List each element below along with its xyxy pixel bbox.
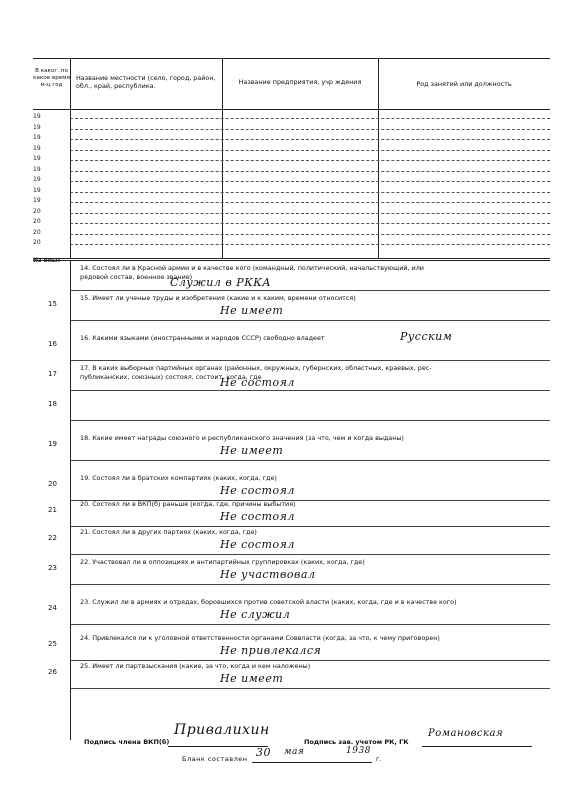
question-answer: Не участвовал — [220, 568, 316, 581]
question-number: 15. — [80, 294, 91, 302]
question-text: Имеет ли ученые труды и изобретения (какие и к каким, времени относится) — [92, 294, 356, 302]
year-row-label: 19 — [33, 134, 41, 141]
table-row-line — [70, 150, 550, 151]
year-row-label: 19 — [33, 176, 41, 183]
question-number: 24. — [80, 634, 91, 642]
year-row-label: 19 — [33, 165, 41, 173]
answer-line — [70, 584, 550, 585]
compiled-year: 1938 — [346, 746, 371, 756]
answer-line — [70, 290, 550, 291]
year-row-label: 20 — [33, 207, 41, 215]
question-number: 20. — [80, 500, 91, 508]
table-row-line — [70, 160, 550, 161]
question-text: Состоял ли в Красной армии и в качестве кого (командный, политический, начальствующий, или — [92, 264, 424, 272]
question-text: Какие имеет награды союзного и республиканского значения (за что, чем и когда выданы) — [92, 434, 404, 442]
question-text: Служил ли в армиях и отрядах, боровшихся против советской власти (каких, когда, где и в качестве кого) — [92, 598, 457, 606]
question-text: Состоял ли в других партиях (каких, когда, где) — [92, 528, 257, 536]
question-text: В каких выборных партийных органах (районных, окружных, губернских, областных, краевых, рес- — [92, 364, 432, 372]
year-row-label: 20 — [33, 228, 41, 236]
question-row-number: 25 — [48, 640, 57, 648]
question-text-continued: рядовой состав, военное звание) — [80, 273, 193, 281]
answer-line — [70, 554, 550, 555]
header-enterprise: Название предприятия, учр ждения — [238, 78, 362, 86]
question-text: Какими языками (иностранными и народов СССР) свободно владеет — [92, 334, 325, 342]
table-row-line — [70, 192, 550, 193]
question-row-number: 15 — [48, 300, 57, 308]
question-answer: Не состоял — [220, 538, 295, 551]
year-row-label: 19 — [33, 197, 41, 204]
table-row-line — [70, 181, 550, 182]
year-row-label: 19 — [33, 144, 41, 152]
question-row-number: 26 — [48, 668, 57, 676]
answer-line — [70, 688, 550, 689]
compiled-date-line — [252, 762, 372, 763]
header-location: Название местности (село, город, район, обл., край, республика. — [76, 74, 216, 90]
question-row-number: 24 — [48, 604, 57, 612]
answer-line — [70, 660, 550, 661]
question-row-number: 16 — [48, 340, 57, 348]
member-signature: Привалихин — [174, 722, 270, 738]
question-text-continued: публиканских, союзных) состоял, состоит, когда, где — [80, 373, 262, 381]
question-number: 21. — [80, 528, 91, 536]
answer-line — [70, 320, 550, 321]
question-text: Состоял ли в ВКП(б) раньше (когда, где, причины выбытия) — [92, 500, 296, 508]
question-answer: Не служил — [220, 608, 291, 621]
member-signature-label: Подпись члена ВКП(б) — [84, 738, 170, 746]
table-row-line — [70, 213, 550, 214]
question-answer: Не состоял — [220, 484, 295, 497]
table-row-line — [70, 234, 550, 235]
question-text: Привлекался ли к уголовной ответственности органами Соввласти (когда, за что, к чему приговорен) — [92, 634, 440, 642]
question-text: Состоял ли в братских компартиях (каких, когда, где) — [92, 474, 277, 482]
question-row-number: 21 — [48, 506, 57, 514]
compiled-day: 30 — [256, 746, 271, 759]
year-row-label: 19 — [33, 186, 41, 194]
answer-line — [70, 390, 550, 391]
question-answer: Не состоял — [220, 510, 295, 523]
table-row-line — [70, 118, 550, 119]
answer-line — [70, 360, 550, 361]
table-top-border — [33, 58, 550, 59]
table-row-line — [70, 171, 550, 172]
answer-line — [70, 420, 550, 421]
section-top-border — [33, 260, 550, 261]
answer-line — [70, 624, 550, 625]
question-row-number: 18 — [48, 400, 57, 408]
question-row-number: 22 — [48, 534, 57, 542]
year-row-label: 19 — [33, 123, 41, 131]
table-header-bottom-border — [33, 109, 550, 110]
question-number: 18. — [80, 434, 91, 442]
question-row-number: 23 — [48, 564, 57, 572]
table-row-line — [70, 139, 550, 140]
year-row-label: 19 — [33, 155, 41, 162]
table-row-line — [70, 202, 550, 203]
question-number: 14. — [80, 264, 91, 272]
table-bottom-border — [33, 258, 550, 259]
question-answer: Русским — [400, 330, 453, 343]
table-row-line — [70, 223, 550, 224]
question-answer: Не имеет — [220, 444, 284, 457]
compiled-month: мая — [284, 747, 305, 757]
question-row-number: 19 — [48, 440, 57, 448]
header-year: В каког. по какое время м-ц год — [33, 68, 70, 88]
secretary-signature: Романовская — [428, 728, 504, 739]
question-answer: Не имеет — [220, 304, 284, 317]
year-row-label: 20 — [33, 218, 41, 225]
section-label: Из опыт — [33, 257, 61, 264]
table-col-divider-1 — [70, 58, 71, 258]
question-answer: Не имеет — [220, 672, 284, 685]
table-col-divider-2 — [222, 58, 223, 258]
table-row-line — [70, 129, 550, 130]
table-col-divider-3 — [378, 58, 379, 258]
question-number: 17. — [80, 364, 91, 372]
secretary-signature-label: Подпись зав. учетом РК, ГК — [304, 738, 409, 746]
question-text: Участвовал ли в оппозициях и антипартийных группировках (каких, когда, где) — [92, 558, 365, 566]
question-number: 23. — [80, 598, 91, 606]
year-row-label: 19 — [33, 113, 41, 120]
question-answer: Не состоял — [220, 376, 295, 389]
question-number: 16. — [80, 334, 91, 342]
answer-line — [70, 460, 550, 461]
answer-line — [70, 526, 550, 527]
secretary-signature-line — [422, 746, 532, 747]
question-number: 25. — [80, 662, 91, 670]
table-row-line — [70, 244, 550, 245]
question-row-number: 17 — [48, 370, 57, 378]
question-answer: Служил в РККА — [170, 276, 272, 289]
question-text: Имеет ли партвзыскания (какие, за что, когда и кем наложены) — [92, 662, 311, 670]
header-occupation: Род занятий или должность — [416, 80, 512, 88]
question-answer: Не привлекался — [220, 644, 322, 657]
question-number: 22. — [80, 558, 91, 566]
member-signature-line — [168, 746, 268, 747]
year-row-label: 20 — [33, 239, 41, 246]
compiled-year-suffix: г. — [376, 755, 382, 763]
compiled-label: Бланк составлен — [182, 755, 248, 763]
question-number: 19. — [80, 474, 91, 482]
question-row-number: 20 — [48, 480, 57, 488]
